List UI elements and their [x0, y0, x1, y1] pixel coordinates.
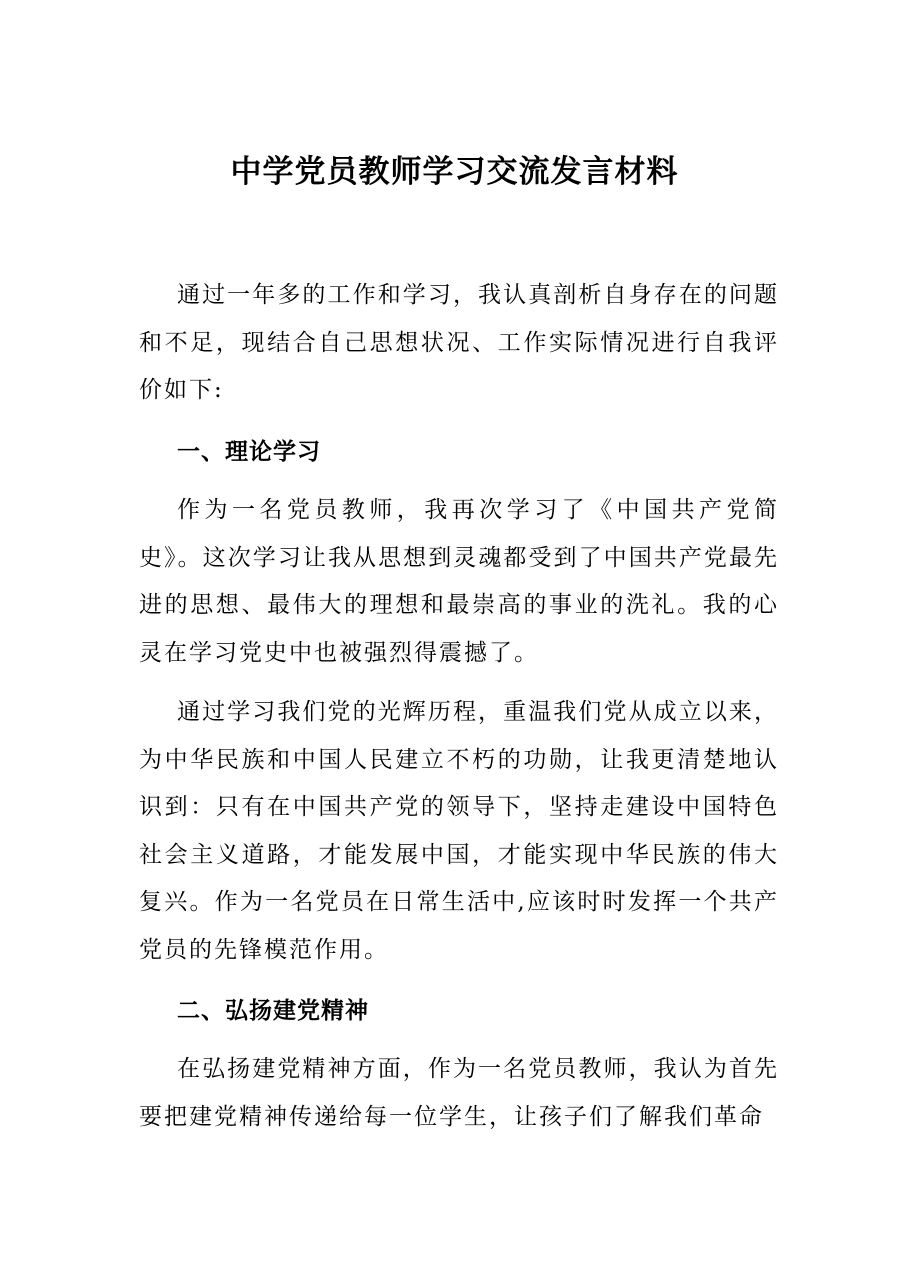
body-paragraph: 作为一名党员教师，我再次学习了《中国共产党简史》。这次学习让我从思想到灵魂都受到了中国共产党最先进的思想、最伟大的理想和最崇高的事业的洗礼。我的心灵在学习党史中也被强烈得震撼了。 — [139, 497, 779, 666]
section-heading-spirit: 二、弘扬建党精神 — [177, 997, 369, 1024]
body-paragraph: 通过学习我们党的光辉历程，重温我们党从成立以来，为中华民族和中国人民建立不朽的功勋，让我更清楚地认识到：只有在中国共产党的领导下，坚持走建设中国特色社会主义道路，才能发展中国，才能实现中华民族的伟大复兴。作为一名党员在日常生活中,应该时时发挥一个共产党员的先锋模范作用。 — [139, 699, 779, 963]
document-title: 中学党员教师学习交流发言材料 — [230, 154, 679, 190]
body-paragraph: 在弘扬建党精神方面，作为一名党员教师，我认为首先要把建党精神传递给每一位学生，让孩子们了解我们革命 — [139, 1056, 779, 1130]
section-heading-theory: 一、理论学习 — [177, 438, 321, 465]
intro-paragraph: 通过一年多的工作和学习，我认真剖析自身存在的问题和不足，现结合自己思想状况、工作实际情况进行自我评价如下: — [139, 282, 779, 403]
